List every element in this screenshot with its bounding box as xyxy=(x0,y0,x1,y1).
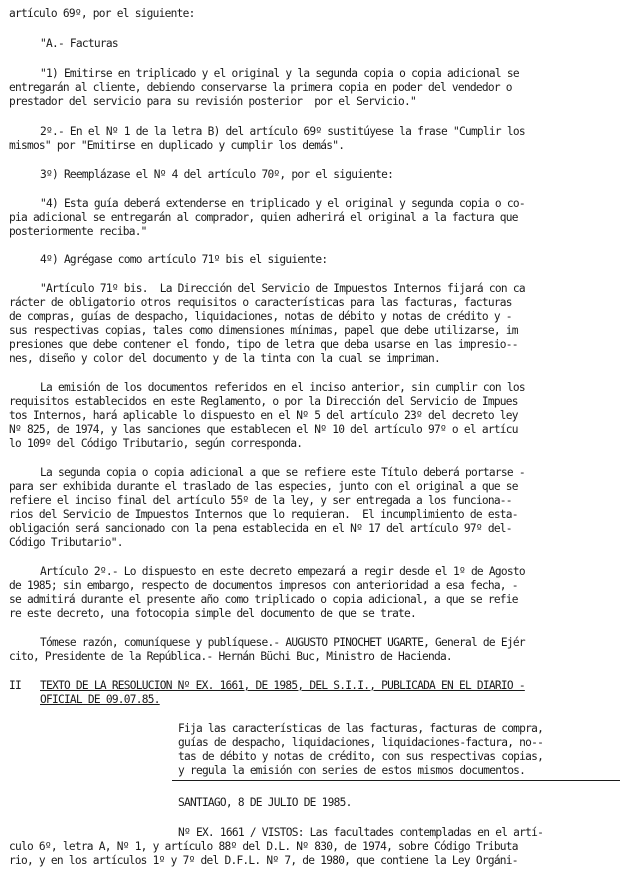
text-line: 4º) Agrégase como artículo 71º bis el siguiente: xyxy=(40,253,328,266)
text-line: rio, y en los artículos 1º y 7º del D.F.L. Nº 7, de 1980, que contiene la Ley Orgáni- xyxy=(9,854,518,867)
resolution-summary-line: Fija las características de las facturas, facturas de compra, xyxy=(178,722,544,735)
text-line: nes, diseño y color del documento y de la tinta con la cual se impriman. xyxy=(9,352,440,365)
text-line: Nº 825, de 1974, y las sanciones que establecen el Nº 10 del artículo 97º o el artícu xyxy=(9,423,518,436)
text-line: La emisión de los documentos referidos en el inciso anterior, sin cumplir con los xyxy=(40,381,525,394)
text-line: 2º.- En el Nº 1 de la letra B) del artículo 69º sustitúyese la frase "Cumplir los xyxy=(40,125,525,138)
text-line: Tómese razón, comuníquese y publíquese.- AUGUSTO PINOCHET UGARTE, General de Ejér xyxy=(40,636,525,649)
text-line: 3º) Reemplázase el Nº 4 del artículo 70º, por el siguiente: xyxy=(40,168,394,181)
text-line: entregarán al cliente, debiendo conservarse la primera copia en poder del vendedor o xyxy=(9,81,512,94)
text-line: cito, Presidente de la República.- Hernán Büchi Buc, Ministro de Hacienda. xyxy=(9,650,452,663)
date-line: SANTIAGO, 8 DE JULIO DE 1985. xyxy=(178,796,352,809)
section-title: TEXTO DE LA RESOLUCION Nº EX. 1661, DE 1985, DEL S.I.I., PUBLICADA EN EL DIARIO - xyxy=(40,679,525,692)
text-line: de 1985; sin embargo, respecto de documentos impresos con anterioridad a esa fecha, - xyxy=(9,579,518,592)
text-line: tos Internos, hará aplicable lo dispuesto en el Nº 5 del artículo 23º del decreto ley xyxy=(9,409,518,422)
text-line: lo 109º del Código Tributario, según corresponda. xyxy=(9,437,303,450)
text-line: mismos" por "Emitirse en duplicado y cumplir los demás". xyxy=(9,139,345,152)
text-line: Nº EX. 1661 / VISTOS: Las facultades contempladas en el artí- xyxy=(178,826,544,839)
resolution-summary-line: tas de débito y notas de crédito, con sus respectivas copias, xyxy=(178,750,544,763)
text-line: presiones que debe contener el fondo, tipo de letra que deba usarse en las impresio-- xyxy=(9,338,518,351)
text-line: "4) Esta guía deberá extenderse en triplicado y el original y segunda copia o co- xyxy=(40,197,525,210)
text-line: refiere el inciso final del artículo 55º de la ley, y ser entregada a los funciona-- xyxy=(9,494,512,507)
text-line: rios del Servicio de Impuestos Internos que lo requieran. El incumplimiento de esta- xyxy=(9,508,518,521)
section-heading: "A.- Facturas xyxy=(40,37,118,50)
text-line: "Artículo 71º bis. La Dirección del Servicio de Impuestos Internos fijará con ca xyxy=(40,282,525,295)
text-line: culo 6º, letra A, Nº 1, y artículo 88º del D.L. Nº 830, de 1974, sobre Código Tributa xyxy=(9,840,518,853)
text-line: se admitirá durante el presente año como triplicado o copia adicional, a que se refie xyxy=(9,593,518,606)
summary-rule xyxy=(172,780,620,781)
text-line: requisitos establecidos en este Reglamento, o por la Dirección del Servicio de Impues xyxy=(9,395,518,408)
section-number: II xyxy=(9,679,21,692)
text-line: Código Tributario". xyxy=(9,536,123,549)
text-line: obligación será sancionado con la pena establecida en el Nº 17 del artículo 97º del- xyxy=(9,522,512,535)
text-line: pia adicional se entregarán al comprador, quien adherirá el original a la factura que xyxy=(9,211,518,224)
resolution-summary-line: guías de despacho, liquidaciones, liquidaciones-factura, no-- xyxy=(178,736,544,749)
text-line: de compras, guías de despacho, liquidaciones, notas de débito y notas de crédito y - xyxy=(9,310,512,323)
text-line: "1) Emitirse en triplicado y el original y la segunda copia o copia adicional se xyxy=(40,67,519,80)
section-title: OFICIAL DE 09.07.85. xyxy=(40,693,160,706)
text-line: re este decreto, una fotocopia simple del documento de que se trate. xyxy=(9,607,417,620)
text-line: para ser exhibida durante el traslado de las especies, junto con el original a que se xyxy=(9,480,518,493)
text-line: prestador del servicio para su revisión posterior por el Servicio." xyxy=(9,95,417,108)
text-line: sus respectivas copias, tales como dimensiones mínimas, papel que debe utilizarse, im xyxy=(9,324,518,337)
text-line: La segunda copia o copia adicional a que se refiere este Título deberá portarse - xyxy=(40,466,525,479)
text-line: posteriormente reciba." xyxy=(9,225,147,238)
text-line: rácter de obligatorio otros requisitos o características para las facturas, facturas xyxy=(9,296,512,309)
text-line: artículo 69º, por el siguiente: xyxy=(9,7,195,20)
text-line: Artículo 2º.- Lo dispuesto en este decreto empezará a regir desde el 1º de Agosto xyxy=(40,565,525,578)
resolution-summary-line: y regula la emisión con series de estos mismos documentos. xyxy=(178,764,526,777)
